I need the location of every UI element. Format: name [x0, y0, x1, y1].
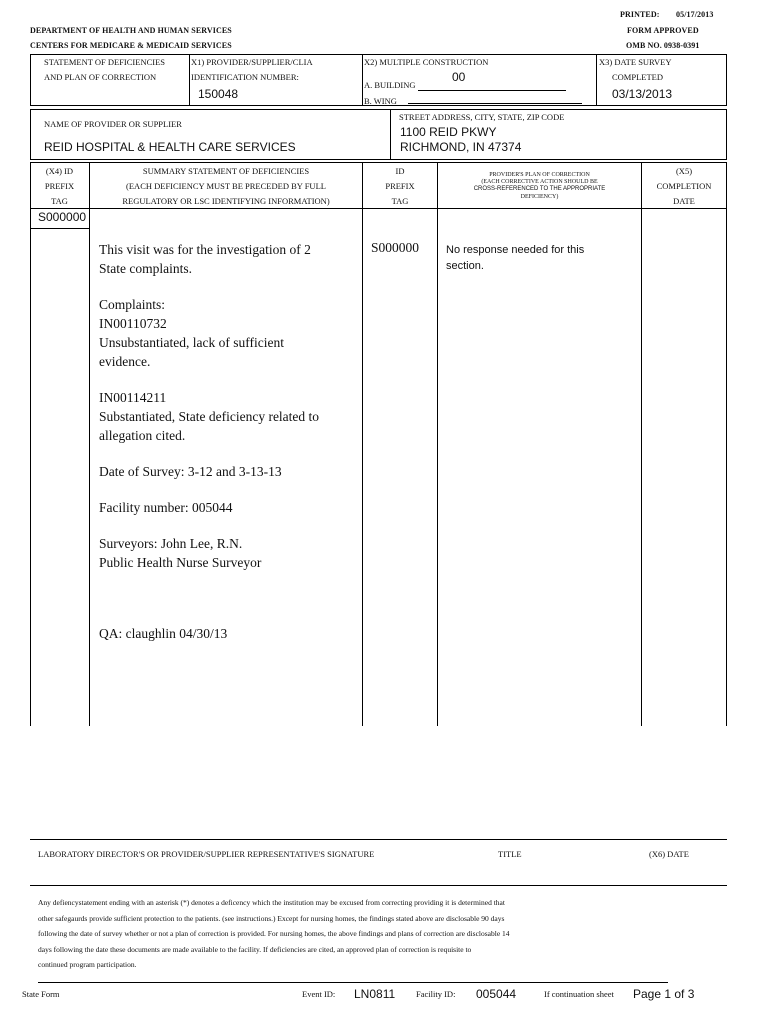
- provider-name-label: NAME OF PROVIDER OR SUPPLIER: [44, 119, 182, 129]
- summary-paragraph: [99, 624, 361, 643]
- department-name: DEPARTMENT OF HEALTH AND HUMAN SERVICES: [30, 26, 232, 35]
- summary-line: evidence.: [99, 354, 151, 369]
- wing-underline: [408, 103, 582, 104]
- address-line-2: RICHMOND, IN 47374: [400, 140, 522, 154]
- building-value: 00: [452, 70, 466, 84]
- body-div-4: [641, 208, 642, 726]
- summary-line: Date of Survey: 3-12 and 3-13-13: [99, 464, 282, 479]
- printed-date: 05/17/2013: [676, 10, 714, 19]
- x4-label-2: PREFIX: [44, 181, 75, 191]
- page-number: Page 1 of 3: [633, 987, 695, 1001]
- building-underline: [418, 90, 566, 91]
- summary-line: State complaints.: [99, 261, 192, 276]
- top-box-left-border: [30, 54, 31, 106]
- summary-line: allegation cited.: [99, 428, 186, 443]
- body-div-1: [89, 208, 90, 726]
- disclaimer: [38, 895, 510, 973]
- summary-paragraph: [99, 240, 361, 278]
- summary-line: IN00114211: [99, 390, 167, 405]
- plan-text-line-1: No response needed for this: [446, 244, 585, 256]
- column-header-bottom-border: [30, 208, 727, 209]
- summary-paragraph: [99, 498, 361, 517]
- wing-label: B. WING: [364, 96, 397, 106]
- column-header-right-border: [726, 162, 727, 209]
- building-label: A. BUILDING: [364, 80, 416, 90]
- disclaimer-line: Any defiencystatement ending with an asterisk (*) denotes a deficency which the institution may be excused from correcting providing it is determined that: [38, 898, 505, 907]
- plan-label-1: PROVIDER'S PLAN OF CORRECTION: [489, 172, 590, 178]
- divider-x2: [362, 54, 363, 106]
- x1-label-2: IDENTIFICATION NUMBER:: [191, 72, 299, 82]
- id-label-3: TAG: [391, 196, 409, 206]
- address-line-1: 1100 REID PKWY: [400, 125, 497, 139]
- x5-label-1: (X5): [675, 166, 693, 176]
- statement-label-2: AND PLAN OF CORRECTION: [44, 72, 157, 82]
- body-right-border: [726, 208, 727, 726]
- provider-id-value: 150048: [198, 87, 239, 101]
- facility-id-value: 005044: [476, 987, 517, 1001]
- column-header-top-border: [30, 162, 727, 163]
- statement-label-1: STATEMENT OF DEFICIENCIES: [44, 57, 166, 67]
- prefix-tag-underline: [30, 228, 90, 229]
- summary-paragraph: [99, 462, 361, 481]
- survey-date-value: 03/13/2013: [612, 87, 673, 101]
- disclaimer-line: continued program participation.: [38, 960, 137, 969]
- top-box-top-border: [30, 54, 727, 55]
- provider-box-bottom-border: [30, 159, 727, 160]
- provider-box-top-border: [30, 109, 727, 110]
- summary-line: This visit was for the investigation of 2: [99, 242, 311, 257]
- facility-id-label: Facility ID:: [416, 989, 456, 999]
- summary-line: IN00110732: [99, 316, 167, 331]
- plan-label-4: DEFICIENCY): [520, 194, 559, 200]
- provider-name-value: REID HOSPITAL & HEALTH CARE SERVICES: [44, 140, 296, 154]
- plan-tag: S000000: [371, 240, 420, 255]
- disclaimer-line: other safegaurds provide sufficient protection to the patients. (see instructions.) Except for nursing homes, the findings stated above are disclosable 90 days: [38, 913, 505, 923]
- body-left-border: [30, 208, 31, 726]
- disclaimer-line: following the date of survey whether or not a plan of correction is provided. For nursing homes, the above findings and plans of correction are disclosable 14: [38, 929, 510, 938]
- summary-line: Public Health Nurse Surveyor: [99, 555, 262, 570]
- x4-label-3: TAG: [51, 196, 68, 206]
- body-div-3: [437, 208, 438, 726]
- plan-text-line-2: section.: [446, 260, 484, 272]
- summary-paragraph: [99, 388, 361, 445]
- summary-statement: [99, 240, 361, 660]
- summary-spacer: [99, 589, 361, 607]
- disclaimer-line: days following the date these documents are made available to the facility. If deficiencies are cited, an approved plan of correction is requisite to: [38, 944, 472, 954]
- prefix-tag: S000000: [38, 210, 87, 224]
- provider-box-divider: [390, 109, 391, 160]
- summary-paragraph: [99, 295, 361, 371]
- x5-label-2: COMPLETION: [656, 181, 712, 191]
- plan-label-3: CROSS-REFERENCED TO THE APPROPRIATE: [473, 186, 606, 192]
- event-id-label: Event ID:: [302, 989, 336, 999]
- centers-name: CENTERS FOR MEDICARE & MEDICAID SERVICES: [30, 41, 232, 50]
- summary-line: Complaints:: [99, 297, 166, 312]
- id-label-2: PREFIX: [385, 181, 415, 191]
- top-box-right-border: [726, 54, 727, 106]
- state-form-label: State Form: [22, 989, 60, 999]
- x5-label-3: DATE: [673, 196, 695, 206]
- summary-label-3: REGULATORY OR LSC IDENTIFYING INFORMATION): [122, 196, 330, 206]
- x6-date-label: (X6) DATE: [649, 849, 689, 859]
- address-label: STREET ADDRESS, CITY, STATE, ZIP CODE: [399, 112, 565, 122]
- summary-line: Surveyors: John Lee, R.N.: [99, 536, 243, 551]
- summary-line: Substantiated, State deficiency related to: [99, 409, 320, 424]
- summary-line: QA: claughlin 04/30/13: [99, 626, 228, 641]
- id-label-1: ID: [395, 166, 405, 176]
- continuation-label: If continuation sheet: [544, 989, 614, 999]
- printed-label: PRINTED:: [620, 10, 660, 19]
- plan-label-2: (EACH CORRECTIVE ACTION SHOULD BE: [481, 179, 598, 185]
- x4-label-1: (X4) ID: [45, 166, 74, 176]
- summary-line: Unsubstantiated, lack of sufficient: [99, 335, 284, 350]
- event-id-value: LN0811: [354, 987, 396, 1001]
- divider-x3: [596, 54, 597, 106]
- summary-label-2: (EACH DEFICIENCY MUST BE PRECEDED BY FULL: [126, 181, 326, 191]
- disclaimer-underline: [38, 982, 668, 983]
- summary-line: Facility number: 005044: [99, 500, 233, 515]
- form-approved: FORM APPROVED: [627, 26, 699, 35]
- divider-x1: [189, 54, 190, 106]
- omb-number: OMB NO. 0938-0391: [626, 41, 700, 50]
- signature-top-line: [30, 839, 727, 840]
- provider-box-left-border: [30, 109, 31, 160]
- summary-paragraph: [99, 534, 361, 572]
- provider-box-right-border: [726, 109, 727, 160]
- body-div-2: [362, 208, 363, 726]
- signature-bottom-line: [30, 885, 727, 886]
- signature-label: LABORATORY DIRECTOR'S OR PROVIDER/SUPPLIER REPRESENTATIVE'S SIGNATURE: [38, 849, 375, 859]
- x2-label: X2) MULTIPLE CONSTRUCTION: [364, 57, 489, 67]
- title-label: TITLE: [498, 849, 522, 859]
- x3-label-1: X3) DATE SURVEY: [599, 57, 672, 67]
- x1-label-1: X1) PROVIDER/SUPPLIER/CLIA: [191, 57, 313, 67]
- x3-label-2: COMPLETED: [612, 72, 663, 82]
- summary-label-1: SUMMARY STATEMENT OF DEFICIENCIES: [142, 166, 310, 176]
